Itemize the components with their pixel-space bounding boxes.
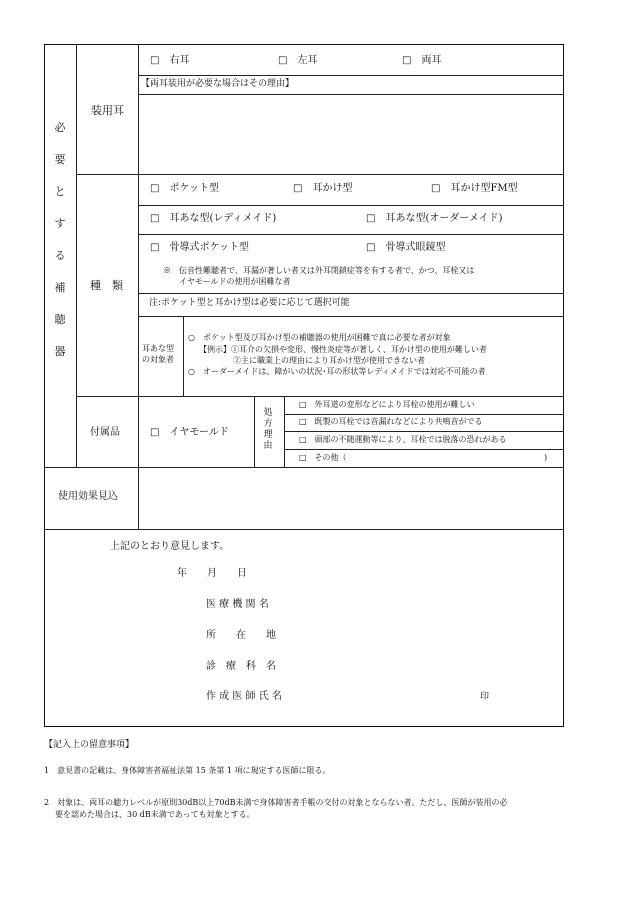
divider [138,94,564,95]
notes-title: 【記入上の留意事項】 [44,740,135,750]
ear-mold-option[interactable]: □ イヤモールド [150,427,229,438]
form-frame [44,44,564,727]
note-item-2: 2 対象は、両耳の聴力レベルが原則30dB以上70dB未満で身体障害者手帳の交付の対象とならない者。ただし、医師が装用の必 [44,798,508,807]
doctor-name-label: 作 成 医 師 氏 名 [206,691,282,702]
type-in-ear-ready[interactable]: □ 耳あな型(レディメイド) [150,213,277,224]
divider [138,293,564,294]
reason-option[interactable]: □ 頭部の不随運動等により、耳栓では脱落の恐れがある [299,435,507,444]
type-bone-pocket[interactable]: □ 骨導式ポケット型 [150,242,249,253]
reason-option-other[interactable]: □ その他（ [299,453,347,462]
divider [138,316,564,317]
divider [44,467,564,468]
bone-note-line2: イヤモールドの使用が困難な者 [179,277,291,286]
divider [284,414,564,415]
ear-option-left[interactable]: □ 左耳 [278,55,318,66]
divider [76,44,77,467]
address-label: 所 在 地 [206,630,276,641]
in-ear-target-label: 耳あな型 [142,344,174,353]
divider [138,205,564,206]
target-line: ○ ポケット型及び耳かけ型の補聴器の使用が困難で真に必要な者が対象 [188,333,451,342]
divider [284,431,564,432]
target-line: 【例示】①耳介の欠損や変形、慢性炎症等が著しく、耳かけ型の使用が難しい者 [199,345,487,354]
divider [254,396,255,467]
bone-note-line1: ※ 伝音性難聴者で、耳漏が著しい者又は外耳閉鎖症等を有する者で、かつ、耳栓又は [163,266,475,275]
selection-note: 注:ポケット型と耳かけ型は必要に応じて選択可能 [149,298,350,308]
in-ear-target-label: の対象者 [142,355,174,364]
divider [183,316,184,396]
institution-name-label: 医 療 機 関 名 [206,599,269,610]
reason-option[interactable]: □ 既製の耳栓では音漏れなどにより共鳴音がでる [299,417,483,426]
date-line[interactable]: 年 月 日 [177,568,247,579]
type-pocket[interactable]: □ ポケット型 [150,183,219,194]
target-line: ②主に職業上の理由により耳かけ型が使用できない者 [233,356,425,365]
divider [284,449,564,450]
target-line: ○ オーダーメイドは、障がいの状況･耳の形状等レディメイドでは対応不可能の者 [188,367,486,376]
reason-option[interactable]: □ 外耳道の変形などにより耳栓の使用が難しい [299,400,475,409]
accessory-label: 付属品 [90,427,120,438]
hearing-aid-section-label: 必 要 と す る 補 聴 器 [54,121,66,358]
divider [138,234,564,235]
reason-other-close: ) [544,453,548,462]
type-bone-glasses[interactable]: □ 骨導式眼鏡型 [366,242,446,253]
type-behind-ear-fm[interactable]: □ 耳かけ型FM型 [431,183,518,194]
divider [76,174,564,175]
type-in-ear-custom[interactable]: □ 耳あな型(オーダーメイド) [366,213,503,224]
divider [138,75,564,76]
ear-option-right[interactable]: □ 右耳 [150,55,190,66]
department-label: 診 療 科 名 [206,661,276,672]
seal-mark: 印 [480,692,490,702]
effect-label: 使用効果見込 [58,491,118,502]
divider [44,529,564,530]
note-item-1: 1 意見書の記載は、身体障害者福祉法第 15 条第 1 項に規定する医師に限る。 [44,766,331,775]
prescription-reason-label: 処 方 理 由 [263,408,273,451]
statement-text: 上記のとおり意見します。 [110,541,230,552]
type-behind-ear[interactable]: □ 耳かけ型 [293,183,353,194]
both-ears-reason-label: 【両耳装用が必要な場合はその理由】 [141,79,295,89]
note-item-2-cont: 要を認めた場合は、30 dB未満であっても対象とする。 [55,810,255,819]
divider [76,396,564,397]
divider [138,44,139,529]
ear-option-both[interactable]: □ 両耳 [402,55,442,66]
type-label: 種 類 [90,279,123,292]
ear-label: 装用耳 [91,104,124,117]
